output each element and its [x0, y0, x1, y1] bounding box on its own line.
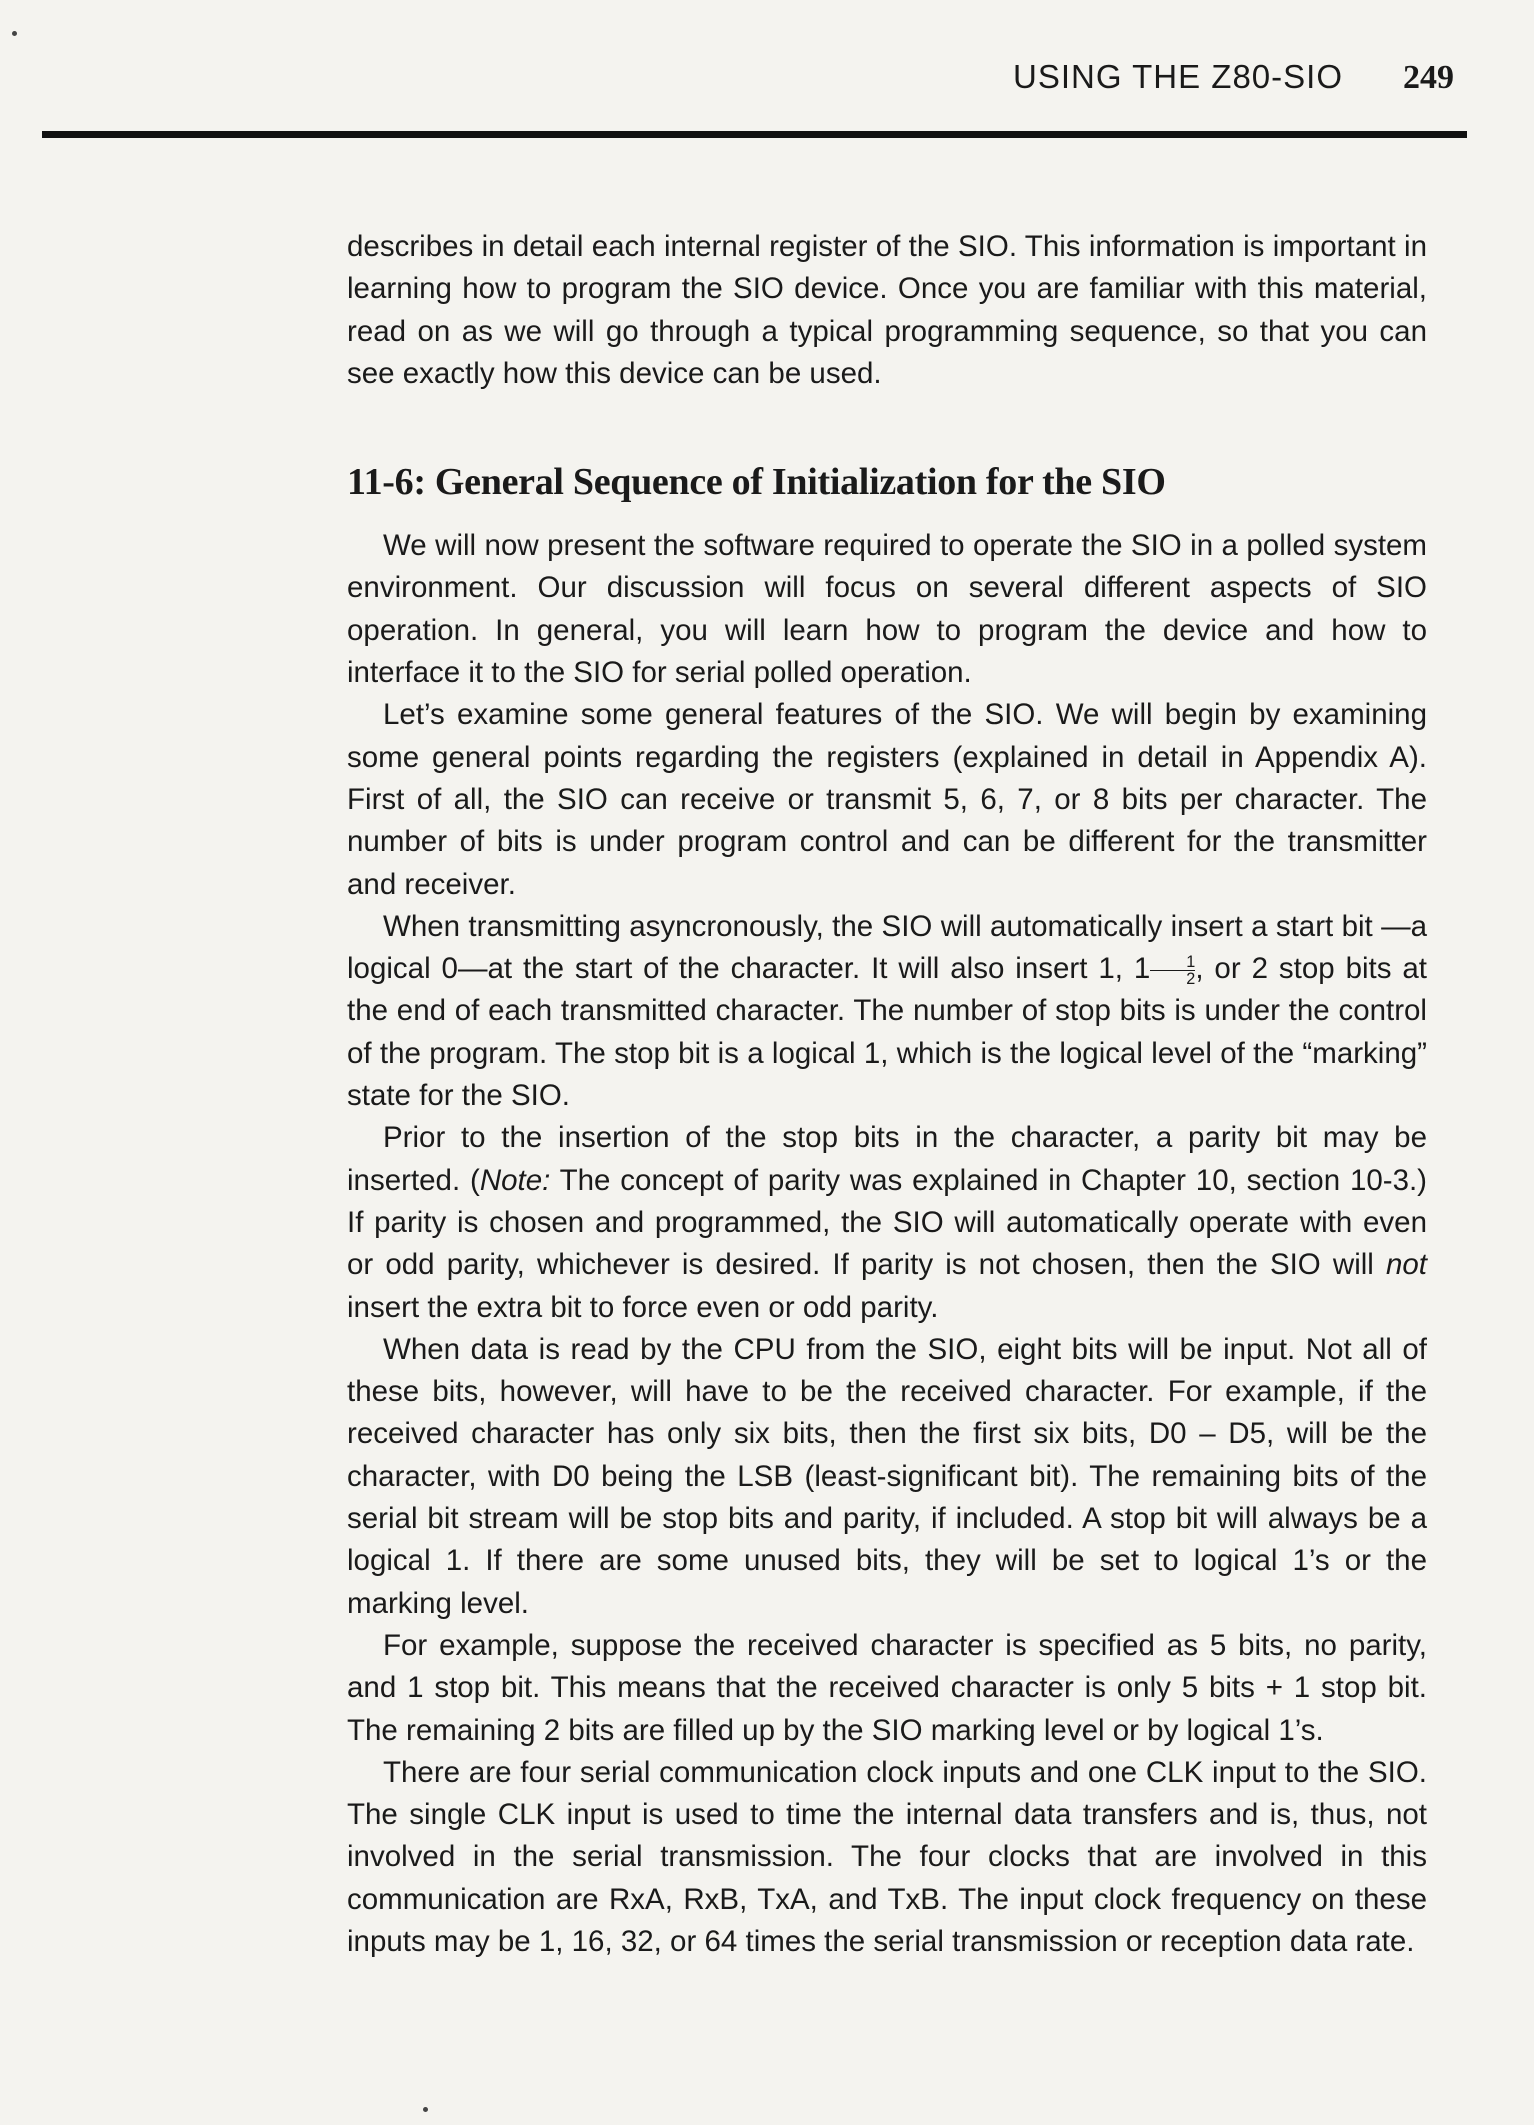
text-segment: The concept of parity was explained in Chapter 10, section 10-3.) If parity is chosen and programmed, the SIO will automatically operate with even or odd parity, whichever is desired. If parity is not chosen, then the SIO will [347, 1163, 1428, 1282]
text-segment: insert the extra bit to force even or odd parity. [347, 1290, 939, 1324]
running-title: USING THE Z80-SIO [1013, 58, 1343, 95]
paragraph-data-read: When data is read by the CPU from the SIO, eight bits will be input. Not all of these bits, however, will have to be the received character. For example, if the received character has only six bits, then the first six bits, D0 – D5, will be the character, with D0 being the LSB (least-significant bit). The remaining bits of the serial bit stream will be stop bits and parity, if included. A stop bit will always be a logical 1. If there are some unused bits, they will be set to logical 1’s or the marking level. [347, 1332, 1427, 1620]
scan-speck [12, 31, 17, 36]
paragraph-stop-bits [347, 906, 1427, 1117]
paragraph-example: For example, suppose the received character is specified as 5 bits, no parity, and 1 stop bit. This means that the received character is only 5 bits + 1 stop bit. The remaining 2 bits are filled up by the SIO marking level or by logical 1’s. [347, 1628, 1427, 1747]
page-number: 249 [1403, 59, 1454, 96]
header-rule [42, 131, 1467, 138]
text-segment: Prior to the insertion of the stop bits in the character, a parity bit may be inserted. ( [347, 1121, 1427, 1197]
running-head [80, 58, 1454, 108]
intro-paragraph: describes in detail each internal register of the SIO. This information is important in learning how to program the SIO device. Once you are familiar with this material, read on as we will go through a typical programming sequence, so that you can see exactly how this device can be used. [347, 230, 1427, 390]
scan-speck [423, 2107, 428, 2112]
emphasis-not: not [1385, 1248, 1427, 1282]
text-segment: , or 2 stop bits at the end of each transmitted character. The number of stop bits is under the control of the program. The stop bit is a logical 1, which is the logical level of the “marking” state for the SIO. [347, 952, 1427, 1113]
page-body [347, 226, 1427, 1963]
paragraph-clock-inputs: There are four serial communication clock inputs and one CLK input to the SIO. The single CLK input is used to time the internal data transfers and is, thus, not involved in the serial transmission. The four clocks that are involved in this communication are RxA, RxB, TxA, and TxB. The input clock frequency on these inputs may be 1, 16, 32, or 64 times the serial transmission or reception data rate. [347, 1755, 1427, 1958]
fraction-denominator: 2 [1186, 969, 1196, 988]
fraction-one-half [1150, 954, 1195, 987]
section-heading: 11-6: General Sequence of Initialization for the SIO [347, 461, 1166, 504]
fraction-numerator: 1 [1150, 954, 1195, 971]
note-label: Note: [479, 1163, 551, 1197]
paragraph-general-features: Let’s examine some general features of the SIO. We will begin by examining some general points regarding the registers (explained in detail in Appendix A). First of all, the SIO can receive or transmit 5, 6, 7, or 8 bits per character. The number of bits is under program control and can be different for the transmitter and receiver. [347, 698, 1427, 901]
paragraph-polled-environment: We will now present the software required to operate the SIO in a polled system environment. Our discussion will focus on several different aspects of SIO operation. In general, you will learn how to program the device and how to interface it to the SIO for serial polled operation. [347, 529, 1427, 690]
paragraph-parity [347, 1117, 1427, 1328]
text-segment: When transmitting asyncronously, the SIO will automatically insert a start bit —a logical 0—at the start of the character. It will also insert 1, 1 [347, 909, 1427, 986]
